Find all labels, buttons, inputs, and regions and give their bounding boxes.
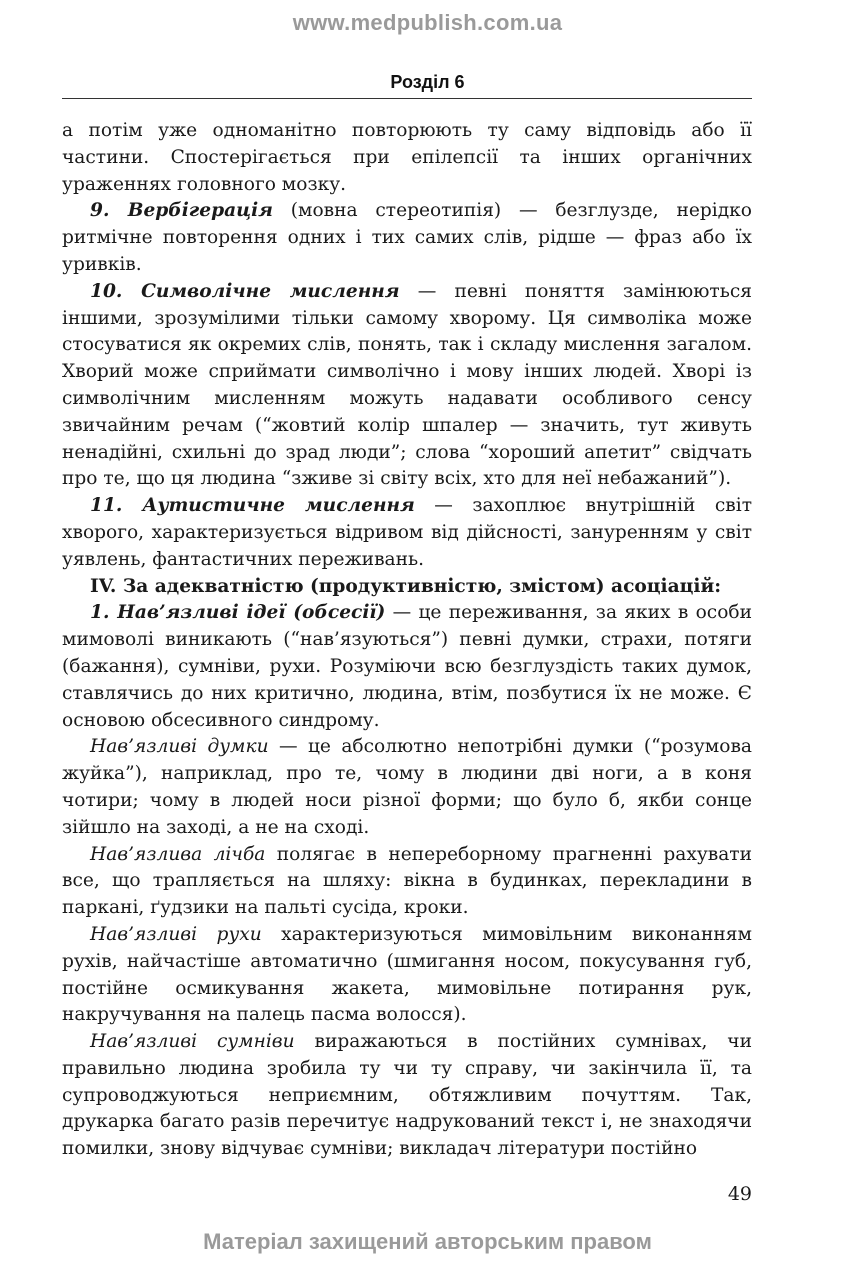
paragraph-obsessive-doubts: Нав’язливі сумніви виражаються в постійних сумнівах, чи правильно людина зробила ту чи ту справу, чи закінчила її, та супроводжуються неприємним, обтяжливим почуттям. Так, друкарка багато разів перечитує надрукований текст і, не знаходячи помилки, знову відчуває сумніви; викладач літератури постійно xyxy=(62,1031,752,1160)
paragraph-obsessive-movements: Нав’язливі рухи характеризуються мимовільним виконанням рухів, найчастіше автоматично (шмигання носом, покусування губ, постійне осмикування жакета, мимовільне потирання рук, накручування на палець пасма волосся). xyxy=(62,923,752,1026)
body-text xyxy=(62,118,752,1163)
term-obsessive-thoughts: Нав’язливі думки xyxy=(90,736,269,758)
paragraph-continuation: а потім уже одноманітно повторюють ту саму відповідь або її частини. Спостерігається при епілепсії та інших органічних ураженнях головного мозку. xyxy=(62,120,752,195)
term-obsessive-doubts: Нав’язливі сумніви xyxy=(90,1031,295,1053)
paragraph-obsessive-counting: Нав’язлива лічба полягає в непереборному прагненні рахувати все, що трапляється на шляху: вікна в будинках, перекладини в паркані, ґудзики на пальті сусіда, кроки. xyxy=(62,843,752,919)
header-rule xyxy=(62,98,752,99)
page-number: 49 xyxy=(727,1183,752,1205)
watermark-top: www.medpublish.com.ua xyxy=(292,10,563,35)
term-obsessive-counting: Нав’язлива лічба xyxy=(90,843,266,865)
term-symbolic-thinking: 10. Символічне мислення xyxy=(90,280,400,302)
watermark-bottom: Матеріал захищений авторським правом xyxy=(203,1229,652,1254)
section-title: Розділ 6 xyxy=(390,72,465,92)
paragraph-obsessive-thoughts: Нав’язливі думки — це абсолютно непотрібні думки (“розумова жуйка”), наприклад, про те, чому в людини дві ноги, а в коня чотири; чому в людей носи різної форми; що було б, якби сонце зійшло на заході, а не на сході. xyxy=(62,736,752,838)
term-verbigeration: 9. Вербігерація xyxy=(90,200,273,222)
paragraph-autistic-thinking: 11. Аутистичне мислення — захоплює внутрішній світ хворого, характеризується відривом від дійсності, зануренням у світ уявлень, фантастичних переживань. xyxy=(62,495,752,570)
paragraph-verbigeration: 9. Вербігерація (мовна стереотипія) — безглузде, нерідко ритмічне повторення одних і тих самих слів, рідше — фраз або їх уривків. xyxy=(62,200,752,275)
term-obsessions: 1. Нав’язливі ідеї (обсесії) xyxy=(90,602,386,624)
term-obsessive-movements: Нав’язливі рухи xyxy=(90,923,262,945)
section-heading-iv: IV. За адекватністю (продуктивністю, змістом) асоціацій: xyxy=(90,575,722,597)
paragraph-obsessions: 1. Нав’язливі ідеї (обсесії) — це переживання, за яких в особи мимоволі виникають (“нав’язуються”) певні думки, страхи, потяги (бажання), сумніви, рухи. Розуміючи всю безглуздість таких думок, ставлячись до них критично, людина, втім, позбутися їх не може. Є основою обсесивного синдрому. xyxy=(62,602,753,731)
paragraph-symbolic-thinking: 10. Символічне мислення — певні поняття замінюються іншими, зрозумілими тільки самому хворому. Ця символіка може стосуватися як окремих слів, понять, так і складу мислення загалом. Хворий може сприймати символічно і мову інших людей. Хворі із символічним мисленням можуть надавати особливого сенсу звичайним речам (“жовтий колір шпалер — значить, тут живуть ненадійні, схильні до зрад люди”; слова “хороший апетит” свідчать про те, що ця людина “зживе зі світу всіх, хто для неї небажаний”). xyxy=(62,280,752,490)
term-autistic-thinking: 11. Аутистичне мислення xyxy=(90,495,415,517)
